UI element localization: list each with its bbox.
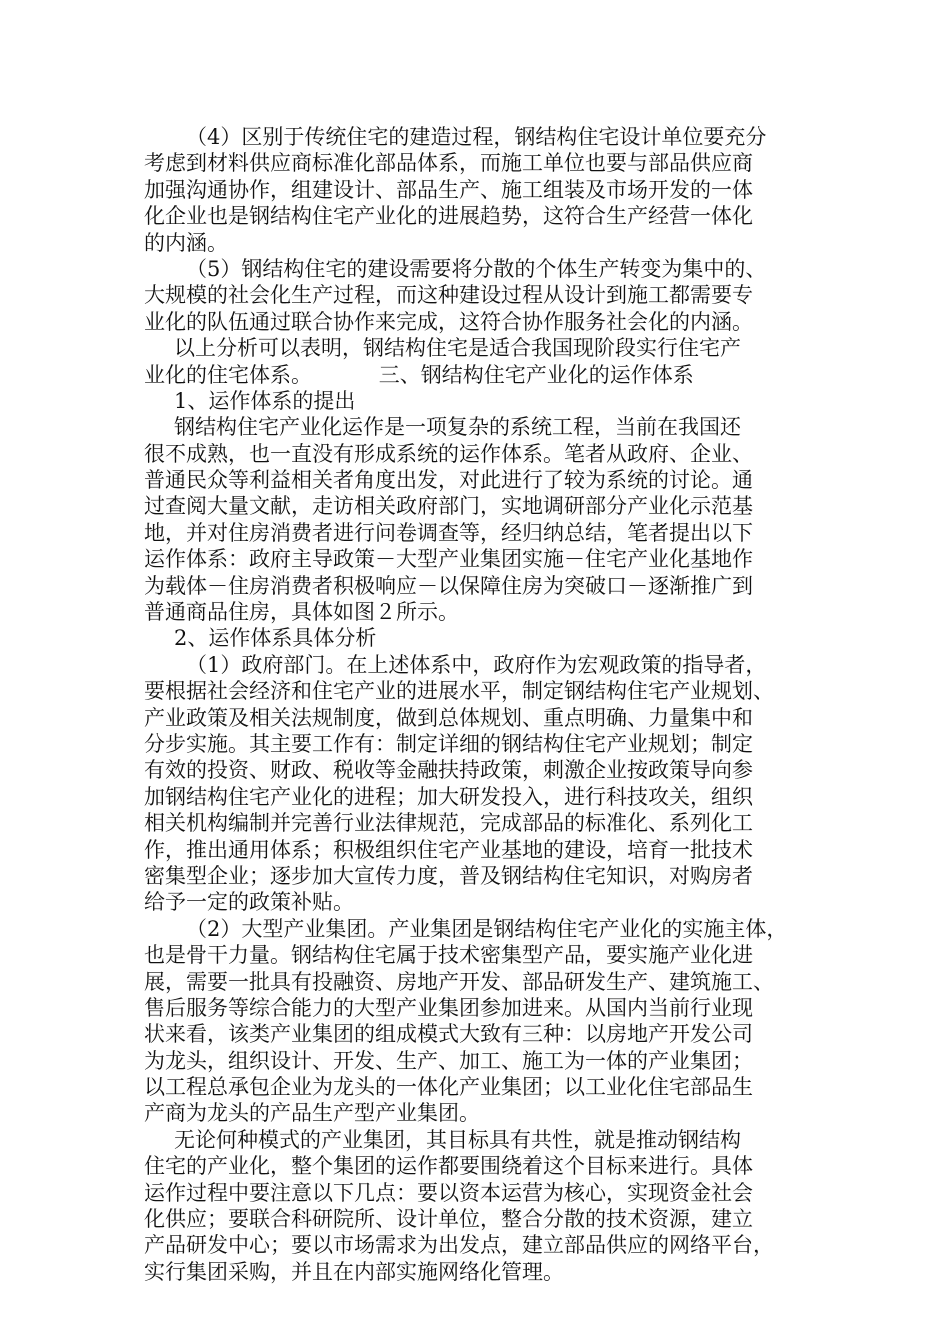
text-line: 给予一定的政策补贴。: [144, 890, 354, 915]
text-line: （5）钢结构住宅的建设需要将分散的个体生产转变为集中的、: [186, 256, 767, 281]
text-line: 产品研发中心；要以市场需求为出发点，建立部品供应的网络平台，: [144, 1233, 774, 1258]
text-line: 的内涵。: [144, 230, 228, 255]
text-line: 运作过程中要注意以下几点：要以资本运营为核心，实现资金社会: [144, 1180, 753, 1205]
text-line: 有效的投资、财政、税收等金融扶持政策，刺激企业按政策导向参: [144, 758, 753, 783]
text-line: 运作体系：政府主导政策－大型产业集团实施－住宅产业化基地作: [144, 547, 753, 572]
text-line: 产业政策及相关法规制度，做到总体规划、重点明确、力量集中和: [144, 705, 753, 730]
text-line: 普通商品住房，具体如图２所示。: [144, 600, 459, 625]
text-line: 以工程总承包企业为龙头的一体化产业集团；以工业化住宅部品生: [144, 1075, 753, 1100]
text-line: 以上分析可以表明，钢结构住宅是适合我国现阶段实行住宅产: [174, 336, 741, 361]
text-line: 加强沟通协作，组建设计、部品生产、施工组装及市场开发的一体: [144, 177, 753, 202]
text-line: 钢结构住宅产业化运作是一项复杂的系统工程，当前在我国还: [174, 415, 741, 440]
text-line: 化企业也是钢结构住宅产业化的进展趋势，这符合生产经营一体化: [144, 204, 753, 229]
text-line: 售后服务等综合能力的大型产业集团参加进来。从国内当前行业现: [144, 995, 753, 1020]
text-line: 业化的住宅体系。 三、钢结构住宅产业化的运作体系: [144, 362, 694, 387]
text-line: 化供应；要联合科研院所、设计单位，整合分散的技术资源，建立: [144, 1207, 753, 1232]
text-line: 业化的队伍通过联合协作来完成，这符合协作服务社会化的内涵。: [144, 309, 753, 334]
text-line: 加钢结构住宅产业化的进程；加大研发投入，进行科技攻关，组织: [144, 784, 753, 809]
text-line: 分步实施。其主要工作有：制定详细的钢结构住宅产业规划；制定: [144, 731, 753, 756]
text-line: 大规模的社会化生产过程，而这种建设过程从设计到施工都需要专: [144, 283, 753, 308]
text-line: 密集型企业；逐步加大宣传力度，普及钢结构住宅知识，对购房者: [144, 863, 753, 888]
text-line: 考虑到材料供应商标准化部品体系，而施工单位也要与部品供应商: [144, 151, 753, 176]
text-line: 住宅的产业化，整个集团的运作都要围绕着这个目标来进行。具体: [144, 1154, 753, 1179]
text-line: 普通民众等利益相关者角度出发，对此进行了较为系统的讨论。通: [144, 468, 753, 493]
text-line: 作，推出通用体系；积极组织住宅产业基地的建设，培育一批技术: [144, 837, 753, 862]
text-line: 很不成熟，也一直没有形成系统的运作体系。笔者从政府、企业、: [144, 441, 753, 466]
text-line: （2）大型产业集团。产业集团是钢结构住宅产业化的实施主体，: [186, 916, 788, 941]
text-line: 相关机构编制并完善行业法律规范，完成部品的标准化、系列化工: [144, 811, 753, 836]
text-line: 为载体－住房消费者积极响应－以保障住房为突破口－逐渐推广到: [144, 573, 753, 598]
text-line: 地，并对住房消费者进行问卷调查等，经归纳总结，笔者提出以下: [144, 520, 753, 545]
text-line: 产商为龙头的产品生产型产业集团。: [144, 1101, 480, 1126]
text-line: 实行集团采购，并且在内部实施网络化管理。: [144, 1259, 564, 1284]
text-line: 展，需要一批具有投融资、房地产开发、部品研发生产、建筑施工、: [144, 969, 774, 994]
text-line: （1）政府部门。在上述体系中，政府作为宏观政策的指导者，: [186, 652, 767, 677]
text-line: 状来看，该类产业集团的组成模式大致有三种：以房地产开发公司: [144, 1022, 753, 1047]
text-line: 也是骨干力量。钢结构住宅属于技术密集型产品，要实施产业化进: [144, 943, 753, 968]
document-body: [144, 124, 806, 1285]
text-line: 无论何种模式的产业集团，其目标具有共性，就是推动钢结构: [174, 1127, 741, 1152]
text-line: 为龙头，组织设计、开发、生产、加工、施工为一体的产业集团；: [144, 1048, 753, 1073]
text-line: 2、运作体系具体分析: [174, 626, 377, 651]
text-line: （4）区别于传统住宅的建造过程，钢结构住宅设计单位要充分: [186, 125, 767, 149]
text-line: 要根据社会经济和住宅产业的进展水平，制定钢结构住宅产业规划、: [144, 679, 774, 704]
text-line: 1、运作体系的提出: [174, 388, 356, 413]
text-line: 过查阅大量文献，走访相关政府部门，实地调研部分产业化示范基: [144, 494, 753, 519]
